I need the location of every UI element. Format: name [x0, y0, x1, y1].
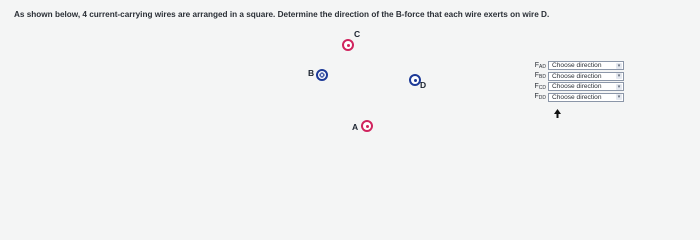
wire-b-into-page-icon [316, 69, 328, 81]
chevron-down-icon: ▾ [617, 73, 621, 80]
direction-select-fad[interactable]: Choose direction ▾ [548, 61, 624, 70]
force-label-fdd: $F_{DD}$ [534, 93, 546, 102]
answer-row-fcd [527, 82, 624, 92]
force-label-fbd: $F_{BD}$ [534, 72, 546, 81]
force-label-fcd: $F_{CD}$ [534, 82, 546, 91]
wire-a-out-of-page-icon [361, 120, 373, 132]
wire-c-label: C [354, 29, 361, 39]
answer-row-fad [527, 61, 624, 71]
direction-select-fcd[interactable]: Choose direction ▾ [548, 82, 624, 91]
force-label-fad: $F_{AD}$ [534, 61, 546, 70]
chevron-down-icon: ▾ [617, 83, 621, 90]
direction-select-fbd[interactable]: Choose direction ▾ [548, 72, 624, 81]
wire-c-out-of-page-icon [342, 39, 354, 51]
chevron-down-icon: ▾ [617, 94, 621, 101]
chevron-down-icon: ▾ [617, 62, 621, 69]
answer-row-fbd [527, 72, 624, 82]
wire-a-label: A [352, 122, 359, 132]
mouse-cursor-icon [554, 109, 561, 118]
direction-select-fdd[interactable]: Choose direction ▾ [548, 93, 624, 102]
wire-b-label: B [308, 68, 315, 78]
answer-row-fdd [527, 93, 624, 103]
answer-list [527, 61, 624, 103]
question-text: As shown below, 4 current-carrying wires are arranged in a square. Determine the direction of the B-force that each wire exerts on wire D. [14, 10, 550, 19]
wire-d-label: D [420, 80, 427, 90]
